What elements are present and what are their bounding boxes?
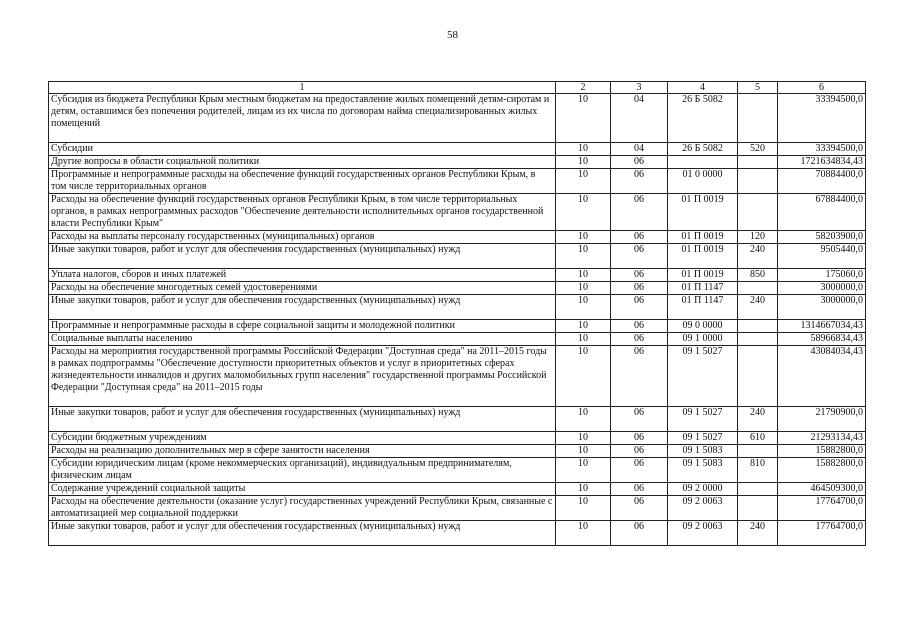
row-kind-cell: 850 (738, 269, 778, 282)
header-col-6: 6 (778, 82, 866, 94)
row-kind-cell: 240 (738, 295, 778, 320)
header-col-3: 3 (611, 82, 668, 94)
header-col-2: 2 (556, 82, 611, 94)
row-subsection-cell: 06 (611, 156, 668, 169)
row-subsection-cell: 06 (611, 483, 668, 496)
row-subsection-cell: 04 (611, 94, 668, 143)
table-row (49, 156, 866, 169)
row-subsection-cell: 06 (611, 269, 668, 282)
row-kind-cell (738, 496, 778, 521)
row-section-cell: 10 (556, 94, 611, 143)
table-row (49, 483, 866, 496)
row-amount-cell: 33394500,0 (778, 94, 866, 143)
table-row (49, 320, 866, 333)
row-target-cell: 09 2 0063 (668, 496, 738, 521)
row-name-cell: Расходы на обеспечение деятельности (оказание услуг) государственных учреждений Республики Крым, связанные с автоматизацией мер социальной поддержки (49, 496, 556, 521)
row-amount-cell: 3000000,0 (778, 295, 866, 320)
row-amount-cell: 1314667034,43 (778, 320, 866, 333)
row-name-cell: Уплата налогов, сборов и иных платежей (49, 269, 556, 282)
row-name-cell: Субсидии юридическим лицам (кроме некоммерческих организаций), индивидуальным предпринимателям, физическим лицам (49, 458, 556, 483)
row-section-cell: 10 (556, 169, 611, 194)
table-row (49, 94, 866, 143)
page-number: 58 (447, 29, 458, 41)
row-name-cell: Субсидии (49, 143, 556, 156)
table-row (49, 445, 866, 458)
row-kind-cell (738, 346, 778, 407)
row-target-cell (668, 156, 738, 169)
row-section-cell: 10 (556, 445, 611, 458)
table-row (49, 143, 866, 156)
table-row (49, 231, 866, 244)
row-section-cell: 10 (556, 295, 611, 320)
table-header-row (49, 82, 866, 94)
row-name-cell: Расходы на обеспечение функций государственных органов Республики Крым, в том числе территориальных органов, в рамках непрограммных расходов "Обеспечение деятельности исполнительных органов государственной власти Республики Крым" (49, 194, 556, 231)
row-subsection-cell: 06 (611, 231, 668, 244)
row-kind-cell: 810 (738, 458, 778, 483)
row-subsection-cell: 06 (611, 194, 668, 231)
row-kind-cell: 610 (738, 432, 778, 445)
row-target-cell: 09 1 5083 (668, 458, 738, 483)
row-section-cell: 10 (556, 458, 611, 483)
row-target-cell: 09 0 0000 (668, 320, 738, 333)
row-kind-cell (738, 94, 778, 143)
row-amount-cell: 21293134,43 (778, 432, 866, 445)
row-name-cell: Другие вопросы в области социальной политики (49, 156, 556, 169)
row-section-cell: 10 (556, 521, 611, 546)
row-subsection-cell: 06 (611, 445, 668, 458)
table-row (49, 496, 866, 521)
row-name-cell: Иные закупки товаров, работ и услуг для обеспечения государственных (муниципальных) нужд (49, 521, 556, 546)
row-section-cell: 10 (556, 156, 611, 169)
row-kind-cell (738, 194, 778, 231)
row-name-cell: Иные закупки товаров, работ и услуг для обеспечения государственных (муниципальных) нужд (49, 407, 556, 432)
table-row (49, 295, 866, 320)
row-subsection-cell: 06 (611, 244, 668, 269)
row-section-cell: 10 (556, 282, 611, 295)
row-name-cell: Расходы на выплаты персоналу государственных (муниципальных) органов (49, 231, 556, 244)
row-subsection-cell: 04 (611, 143, 668, 156)
row-name-cell: Содержание учреждений социальной защиты (49, 483, 556, 496)
row-target-cell: 01 П 1147 (668, 295, 738, 320)
row-amount-cell: 58966834,43 (778, 333, 866, 346)
row-target-cell: 09 1 5027 (668, 432, 738, 445)
row-kind-cell (738, 282, 778, 295)
table-row (49, 282, 866, 295)
row-section-cell: 10 (556, 432, 611, 445)
header-col-4: 4 (668, 82, 738, 94)
row-target-cell: 01 П 0019 (668, 244, 738, 269)
row-amount-cell: 17764700,0 (778, 521, 866, 546)
table-row (49, 346, 866, 407)
table-row (49, 269, 866, 282)
row-subsection-cell: 06 (611, 320, 668, 333)
row-section-cell: 10 (556, 320, 611, 333)
row-kind-cell: 240 (738, 244, 778, 269)
row-subsection-cell: 06 (611, 458, 668, 483)
row-kind-cell (738, 320, 778, 333)
row-amount-cell: 33394500,0 (778, 143, 866, 156)
row-kind-cell: 120 (738, 231, 778, 244)
row-section-cell: 10 (556, 346, 611, 407)
row-name-cell: Расходы на мероприятия государственной программы Российской Федерации "Доступная среда" на 2011–2015 годы в рамках подпрограммы "Обеспечение доступности приоритетных объектов и услуг в приоритетных сферах жизнедеятельности инвалидов и других маломобильных групп населения" государственной программы Российской Федерации "Доступная среда" на 2011–2015 годы (49, 346, 556, 407)
row-amount-cell: 464509300,0 (778, 483, 866, 496)
row-section-cell: 10 (556, 194, 611, 231)
row-name-cell: Субсидии бюджетным учреждениям (49, 432, 556, 445)
table-row (49, 169, 866, 194)
row-amount-cell: 3000000,0 (778, 282, 866, 295)
row-kind-cell (738, 483, 778, 496)
row-name-cell: Программные и непрограммные расходы в сфере социальной защиты и молодежной политики (49, 320, 556, 333)
row-amount-cell: 67884400,0 (778, 194, 866, 231)
row-subsection-cell: 06 (611, 282, 668, 295)
table-row (49, 407, 866, 432)
row-name-cell: Социальные выплаты населению (49, 333, 556, 346)
row-amount-cell: 70884400,0 (778, 169, 866, 194)
header-col-1: 1 (49, 82, 556, 94)
row-target-cell: 09 1 0000 (668, 333, 738, 346)
row-section-cell: 10 (556, 333, 611, 346)
row-section-cell: 10 (556, 496, 611, 521)
row-target-cell: 01 П 0019 (668, 194, 738, 231)
row-target-cell: 01 0 0000 (668, 169, 738, 194)
row-kind-cell (738, 156, 778, 169)
row-amount-cell: 175060,0 (778, 269, 866, 282)
row-target-cell: 01 П 0019 (668, 269, 738, 282)
row-target-cell: 01 П 0019 (668, 231, 738, 244)
row-section-cell: 10 (556, 407, 611, 432)
row-name-cell: Субсидия из бюджета Республики Крым местным бюджетам на предоставление жилых помещений детям-сиротам и детям, оставшимся без попечения родителей, лицам из их числа по договорам найма специализированных жилых помещений (49, 94, 556, 143)
table-row (49, 432, 866, 445)
row-name-cell: Расходы на реализацию дополнительных мер в сфере занятости населения (49, 445, 556, 458)
row-target-cell: 09 2 0000 (668, 483, 738, 496)
row-subsection-cell: 06 (611, 169, 668, 194)
row-section-cell: 10 (556, 231, 611, 244)
table-body (49, 94, 866, 546)
row-kind-cell (738, 445, 778, 458)
row-amount-cell: 17764700,0 (778, 496, 866, 521)
row-subsection-cell: 06 (611, 521, 668, 546)
row-amount-cell: 9505440,0 (778, 244, 866, 269)
table-row (49, 458, 866, 483)
row-kind-cell: 520 (738, 143, 778, 156)
row-name-cell: Иные закупки товаров, работ и услуг для обеспечения государственных (муниципальных) нужд (49, 244, 556, 269)
table-row (49, 244, 866, 269)
row-amount-cell: 21790900,0 (778, 407, 866, 432)
row-kind-cell (738, 169, 778, 194)
table-row (49, 194, 866, 231)
row-kind-cell: 240 (738, 521, 778, 546)
row-subsection-cell: 06 (611, 496, 668, 521)
table-row (49, 521, 866, 546)
row-section-cell: 10 (556, 269, 611, 282)
row-target-cell: 09 1 5027 (668, 407, 738, 432)
row-kind-cell: 240 (738, 407, 778, 432)
row-amount-cell: 15882800,0 (778, 458, 866, 483)
row-section-cell: 10 (556, 483, 611, 496)
row-subsection-cell: 06 (611, 346, 668, 407)
row-amount-cell: 58203900,0 (778, 231, 866, 244)
header-col-5: 5 (738, 82, 778, 94)
row-target-cell: 26 Б 5082 (668, 94, 738, 143)
budget-table (48, 81, 866, 546)
row-name-cell: Программные и непрограммные расходы на обеспечение функций государственных органов Республики Крым, в том числе территориальных органов (49, 169, 556, 194)
row-target-cell: 09 1 5083 (668, 445, 738, 458)
row-subsection-cell: 06 (611, 333, 668, 346)
row-amount-cell: 15882800,0 (778, 445, 866, 458)
row-amount-cell: 1721634834,43 (778, 156, 866, 169)
row-target-cell: 26 Б 5082 (668, 143, 738, 156)
row-target-cell: 09 2 0063 (668, 521, 738, 546)
row-subsection-cell: 06 (611, 295, 668, 320)
row-subsection-cell: 06 (611, 432, 668, 445)
table-row (49, 333, 866, 346)
row-subsection-cell: 06 (611, 407, 668, 432)
row-section-cell: 10 (556, 244, 611, 269)
row-section-cell: 10 (556, 143, 611, 156)
row-name-cell: Иные закупки товаров, работ и услуг для обеспечения государственных (муниципальных) нужд (49, 295, 556, 320)
row-target-cell: 09 1 5027 (668, 346, 738, 407)
row-kind-cell (738, 333, 778, 346)
row-name-cell: Расходы на обеспечение многодетных семей удостоверениями (49, 282, 556, 295)
row-amount-cell: 43084034,43 (778, 346, 866, 407)
row-target-cell: 01 П 1147 (668, 282, 738, 295)
